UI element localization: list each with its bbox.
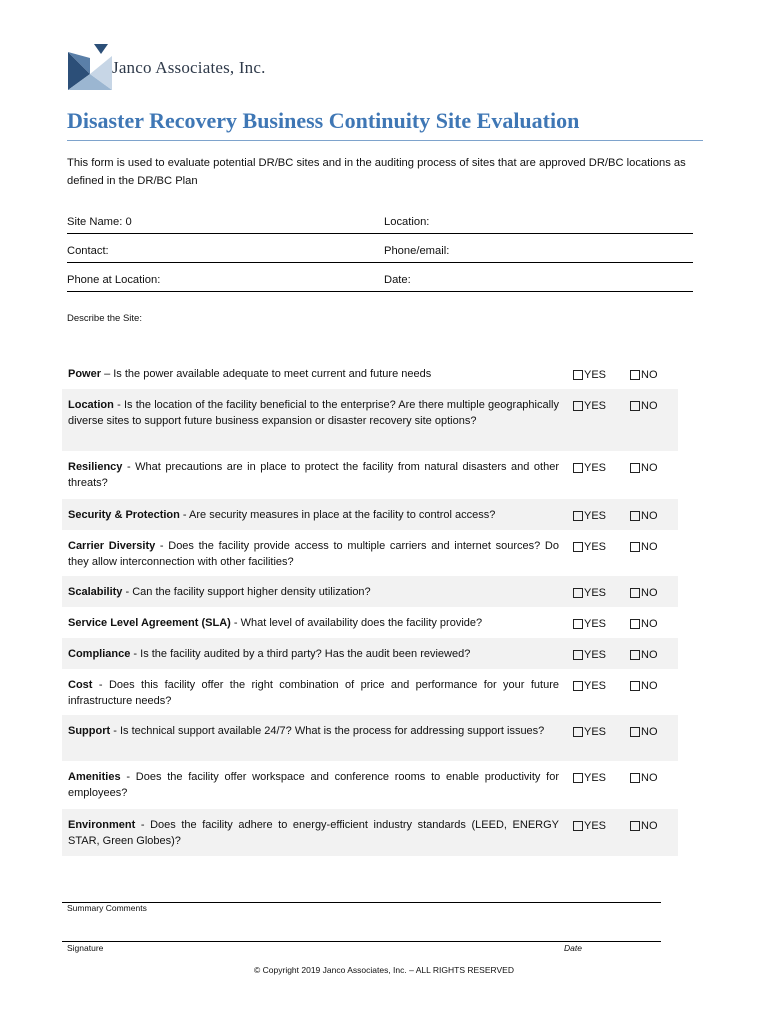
question-row (62, 451, 678, 499)
checkbox-square-icon[interactable] (630, 370, 640, 380)
yes-checkbox[interactable] (573, 770, 606, 786)
yes-checkbox-label: YES (584, 618, 607, 630)
question-text (68, 584, 559, 600)
checkbox-square-icon[interactable] (630, 821, 640, 831)
question-body: Does the facility offer workspace and conference rooms to enable productivity for employees? (68, 771, 560, 799)
question-title: Resiliency (68, 461, 123, 473)
yes-checkbox[interactable] (573, 508, 606, 524)
no-checkbox[interactable] (630, 460, 658, 476)
no-checkbox[interactable] (630, 770, 658, 786)
question-text (68, 817, 559, 849)
question-separator: - (110, 725, 120, 737)
yes-checkbox[interactable] (573, 678, 606, 694)
question-separator: - (179, 509, 190, 521)
question-body: Is technical support available 24/7? What is the process for addressing support issues? (119, 725, 545, 737)
question-body: Is the location of the facility beneficial to the enterprise? Are there multiple geographically diverse sites to support future business expansion or disaster recovery site options? (68, 399, 559, 427)
no-checkbox[interactable] (630, 585, 658, 601)
company-name: Janco Associates, Inc. (112, 58, 266, 77)
yes-checkbox[interactable] (573, 460, 606, 476)
checkbox-square-icon[interactable] (573, 650, 583, 660)
summary-line[interactable] (62, 902, 661, 903)
no-checkbox-label: NO (641, 618, 658, 630)
describe-site-label[interactable]: Describe the Site: (67, 313, 142, 324)
question-body: Are security measures in place at the facility to control access? (189, 509, 496, 521)
info-row-contact (67, 245, 693, 263)
question-row (62, 576, 678, 607)
checkbox-square-icon[interactable] (573, 773, 583, 783)
question-title: Power (68, 368, 102, 380)
signature-date-label: Date (564, 943, 582, 953)
question-text (68, 723, 559, 739)
checkbox-square-icon[interactable] (573, 401, 583, 411)
no-checkbox[interactable] (630, 724, 658, 740)
no-checkbox-label: NO (641, 369, 658, 381)
question-text (68, 646, 559, 662)
question-body: Is the power available adequate to meet current and future needs (113, 368, 432, 380)
checkbox-square-icon[interactable] (630, 463, 640, 473)
question-body: Does the facility adhere to energy-efficient industry standards (LEED, ENERGY STAR, Green Globes)? (68, 819, 559, 847)
no-checkbox-label: NO (641, 772, 658, 784)
question-title: Carrier Diversity (68, 540, 156, 552)
yes-checkbox-label: YES (584, 400, 607, 412)
yes-checkbox[interactable] (573, 818, 606, 834)
question-separator: - (113, 399, 124, 411)
yes-checkbox[interactable] (573, 585, 606, 601)
checkbox-square-icon[interactable] (630, 650, 640, 660)
question-text (68, 615, 559, 631)
yes-checkbox-label: YES (584, 587, 607, 599)
no-checkbox[interactable] (630, 539, 658, 555)
checkbox-square-icon[interactable] (573, 588, 583, 598)
yes-checkbox[interactable] (573, 367, 606, 383)
question-separator: - (122, 461, 136, 473)
yes-checkbox-label: YES (584, 820, 607, 832)
yes-checkbox-label: YES (584, 541, 607, 553)
no-checkbox[interactable] (630, 508, 658, 524)
date-field[interactable]: Date: (384, 274, 411, 286)
question-text (68, 397, 559, 429)
question-title: Scalability (68, 586, 123, 598)
no-checkbox-label: NO (641, 820, 658, 832)
question-row (62, 809, 678, 856)
question-title: Amenities (68, 771, 121, 783)
checkbox-square-icon[interactable] (630, 542, 640, 552)
question-body: What precautions are in place to protect the facility from natural disasters and other threats? (68, 461, 559, 489)
copyright-notice: © Copyright 2019 Janco Associates, Inc. – ALL RIGHTS RESERVED (254, 965, 514, 975)
question-row (62, 389, 678, 451)
question-row (62, 607, 678, 638)
question-row (62, 715, 678, 761)
question-text (68, 366, 559, 382)
question-row (62, 761, 678, 809)
question-body: Is the facility audited by a third party? Has the audit been reviewed? (140, 648, 471, 660)
evaluation-table (62, 358, 678, 856)
info-row-site (67, 216, 693, 234)
yes-checkbox-label: YES (584, 680, 607, 692)
no-checkbox[interactable] (630, 398, 658, 414)
yes-checkbox[interactable] (573, 539, 606, 555)
question-row (62, 499, 678, 530)
site-name-field[interactable]: Site Name: 0 (67, 216, 132, 228)
yes-checkbox-label: YES (584, 369, 607, 381)
question-body: Does the facility provide access to multiple carriers and internet sources? Do they allow interconnection with other facilities? (68, 540, 559, 568)
question-title: Security & Protection (68, 509, 180, 521)
no-checkbox[interactable] (630, 678, 658, 694)
checkbox-square-icon[interactable] (573, 542, 583, 552)
question-body: Can the facility support higher density utilization? (132, 586, 371, 598)
question-body: Does this facility offer the right combination of price and performance for your future infrastructure needs? (68, 679, 559, 707)
question-separator: - (122, 586, 133, 598)
no-checkbox[interactable] (630, 647, 658, 663)
yes-checkbox[interactable] (573, 647, 606, 663)
phone-email-field[interactable]: Phone/email: (384, 245, 450, 257)
question-text (68, 769, 559, 801)
yes-checkbox[interactable] (573, 616, 606, 632)
yes-checkbox-label: YES (584, 772, 607, 784)
question-row (62, 358, 678, 389)
question-text (68, 538, 559, 570)
checkbox-square-icon[interactable] (630, 511, 640, 521)
signature-label: Signature (67, 943, 104, 953)
no-checkbox-label: NO (641, 541, 658, 553)
phone-location-field[interactable]: Phone at Location: (67, 274, 161, 286)
no-checkbox-label: NO (641, 726, 658, 738)
question-title: Cost (68, 679, 93, 691)
yes-checkbox-label: YES (584, 726, 607, 738)
title-divider (67, 140, 703, 141)
question-row (62, 638, 678, 669)
summary-comments-label: Summary Comments (67, 903, 147, 913)
page-title: Disaster Recovery Business Continuity Site Evaluation (67, 108, 580, 133)
no-checkbox-label: NO (641, 510, 658, 522)
contact-field[interactable]: Contact: (67, 245, 109, 257)
checkbox-square-icon[interactable] (630, 619, 640, 629)
no-checkbox[interactable] (630, 818, 658, 834)
yes-checkbox[interactable] (573, 398, 606, 414)
checkbox-square-icon[interactable] (573, 619, 583, 629)
checkbox-square-icon[interactable] (573, 727, 583, 737)
checkbox-square-icon[interactable] (573, 821, 583, 831)
signature-line[interactable] (62, 941, 661, 942)
question-separator: - (135, 819, 151, 831)
no-checkbox[interactable] (630, 367, 658, 383)
question-separator: - (120, 771, 136, 783)
no-checkbox-label: NO (641, 400, 658, 412)
checkbox-square-icon[interactable] (630, 681, 640, 691)
checkbox-square-icon[interactable] (630, 773, 640, 783)
info-row-phone (67, 274, 693, 292)
question-row (62, 530, 678, 576)
checkbox-square-icon[interactable] (573, 463, 583, 473)
yes-checkbox[interactable] (573, 724, 606, 740)
question-title: Location (68, 399, 114, 411)
question-separator: - (130, 648, 141, 660)
checkbox-square-icon[interactable] (573, 681, 583, 691)
question-separator: - (92, 679, 109, 691)
question-separator: – (101, 368, 114, 380)
checkbox-square-icon[interactable] (573, 511, 583, 521)
question-title: Environment (68, 819, 136, 831)
question-separator: - (155, 540, 169, 552)
no-checkbox[interactable] (630, 616, 658, 632)
no-checkbox-label: NO (641, 462, 658, 474)
no-checkbox-label: NO (641, 680, 658, 692)
checkbox-square-icon[interactable] (630, 401, 640, 411)
no-checkbox-label: NO (641, 587, 658, 599)
checkbox-square-icon[interactable] (630, 588, 640, 598)
question-text (68, 459, 559, 491)
checkbox-square-icon[interactable] (573, 370, 583, 380)
yes-checkbox-label: YES (584, 510, 607, 522)
no-checkbox-label: NO (641, 649, 658, 661)
question-text (68, 507, 559, 523)
yes-checkbox-label: YES (584, 649, 607, 661)
question-separator: - (230, 617, 241, 629)
yes-checkbox-label: YES (584, 462, 607, 474)
location-field[interactable]: Location: (384, 216, 430, 228)
company-logo-icon (68, 44, 112, 90)
question-body: What level of availability does the facility provide? (240, 617, 483, 629)
checkbox-square-icon[interactable] (630, 727, 640, 737)
question-text (68, 677, 559, 709)
question-title: Support (68, 725, 111, 737)
question-row (62, 669, 678, 715)
question-title: Compliance (68, 648, 131, 660)
intro-text: This form is used to evaluate potential DR/BC sites and in the auditing process of sites that are approved DR/BC locations as defined in the DR/BC Plan (67, 157, 686, 187)
question-title: Service Level Agreement (SLA) (68, 617, 231, 629)
